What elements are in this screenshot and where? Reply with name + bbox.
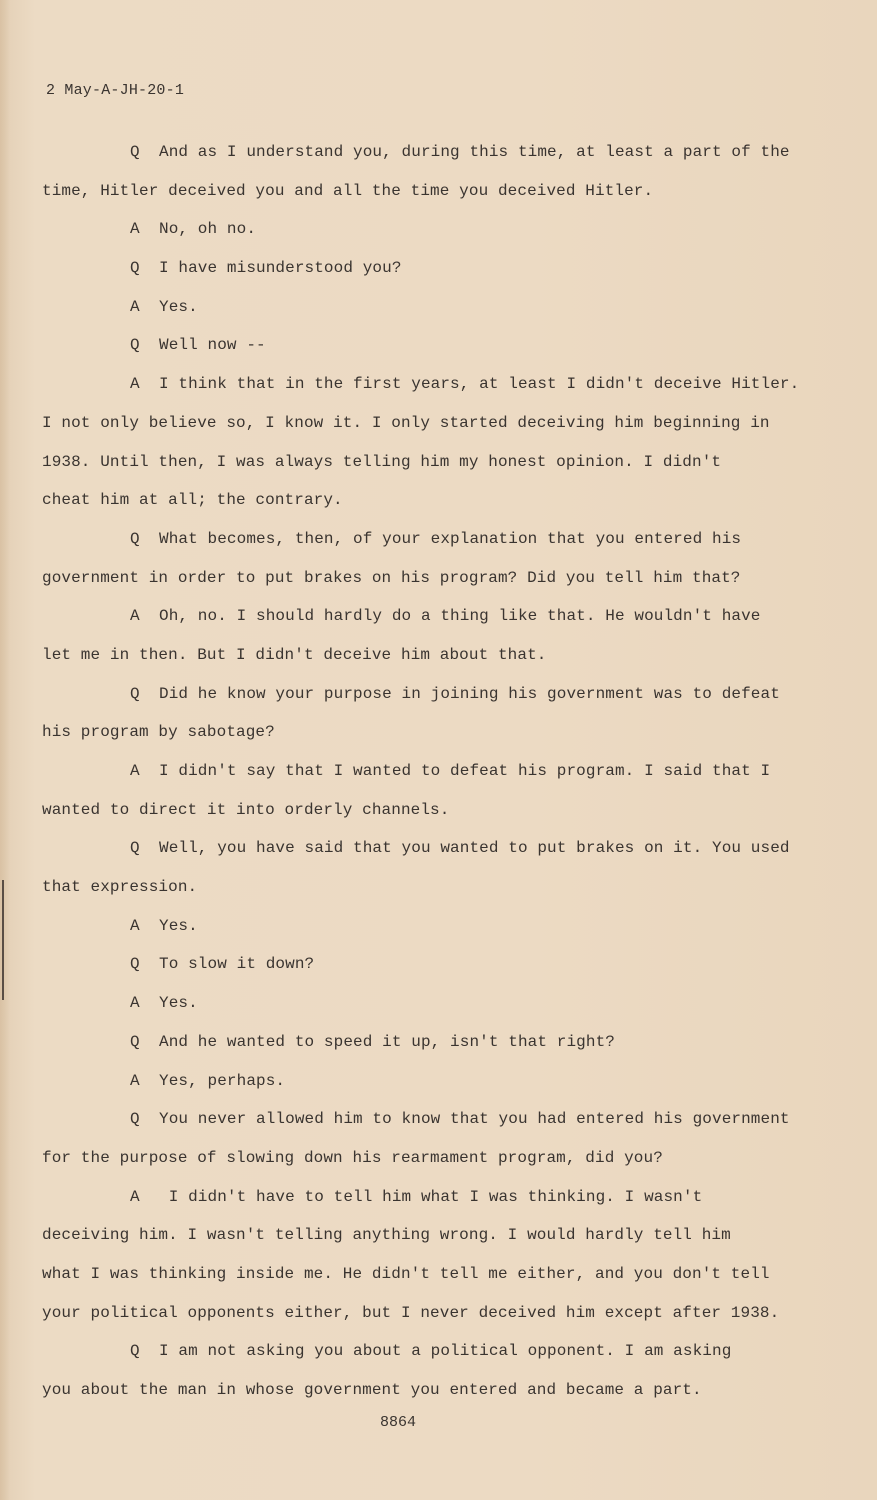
speaker-label: A [130, 297, 140, 316]
line-text: And he wanted to speed it up, isn't that right? [159, 1032, 615, 1051]
speaker-label: Q [130, 1032, 140, 1051]
transcript-line [42, 871, 802, 910]
line-text: I am not asking you about a political opponent. I am asking [159, 1342, 732, 1361]
speaker-label: Q [130, 839, 140, 858]
line-text: you about the man in whose government you entered and became a part. [42, 1381, 702, 1399]
speaker-label: A [130, 220, 140, 239]
document-header: 2 May-A-JH-20-1 [46, 82, 185, 99]
line-text: let me in then. But I didn't deceive him about that. [42, 645, 547, 664]
transcript-line [42, 1258, 802, 1297]
page-number: 8864 [380, 1414, 417, 1431]
speaker-label: Q [130, 529, 140, 548]
line-text: I think that in the first years, at least I didn't deceive Hitler. [159, 375, 800, 394]
transcript-line [42, 1219, 802, 1258]
line-text: wanted to direct it into orderly channels. [42, 800, 450, 819]
line-text: Yes. [159, 916, 198, 935]
line-text: I didn't say that I wanted to defeat his program. I said that I [159, 762, 771, 780]
transcript-line [42, 136, 802, 175]
line-text: I didn't have to tell him what I was thinking. I wasn't [159, 1187, 703, 1206]
transcript-line [42, 175, 802, 214]
transcript-body [42, 136, 802, 1413]
speaker-label: A [130, 916, 140, 935]
line-text: government in order to put brakes on his program? Did you tell him that? [42, 568, 741, 587]
line-text: I have misunderstood you? [159, 259, 402, 278]
line-text: What becomes, then, of your explanation that you entered his [159, 529, 742, 548]
line-text: that expression. [42, 878, 198, 897]
transcript-line [42, 407, 802, 446]
transcript-line [42, 446, 802, 485]
speaker-label: A [130, 762, 140, 780]
line-text: for the purpose of slowing down his rearmament program, did you? [42, 1148, 663, 1167]
speaker-label: Q [130, 1110, 140, 1129]
transcript-line [42, 832, 802, 871]
line-text: your political opponents either, but I never deceived him except after 1938. [42, 1303, 780, 1322]
transcript-line [42, 1103, 802, 1142]
line-text: And as I understand you, during this time, at least a part of the [159, 143, 790, 161]
transcript-line [42, 291, 802, 330]
line-text: cheat him at all; the contrary. [42, 491, 343, 510]
line-text: Did he know your purpose in joining his government was to defeat [159, 684, 780, 703]
line-text: Yes. [159, 994, 198, 1013]
transcript-line [42, 1374, 802, 1413]
transcript-line [42, 252, 802, 291]
transcript-line [42, 794, 802, 833]
transcript-line [42, 948, 802, 987]
speaker-label: A [130, 1187, 140, 1206]
transcript-line [42, 678, 802, 717]
line-text: what I was thinking inside me. He didn't tell me either, and you don't tell [42, 1264, 770, 1283]
line-text: Yes, perhaps. [159, 1071, 286, 1090]
transcript-line [42, 484, 802, 523]
transcript-line [42, 987, 802, 1026]
speaker-label: Q [130, 1342, 140, 1361]
transcript-line [42, 716, 802, 755]
speaker-label: Q [130, 955, 140, 974]
line-text: deceiving him. I wasn't telling anything wrong. I would hardly tell him [42, 1226, 731, 1245]
speaker-label: A [130, 994, 140, 1013]
transcript-line [42, 1181, 802, 1220]
line-text: You never allowed him to know that you had entered his government [159, 1110, 790, 1129]
line-text: 1938. Until then, I was always telling him my honest opinion. I didn't [42, 452, 722, 471]
transcript-line [42, 639, 802, 678]
transcript-line [42, 910, 802, 949]
transcript-line [42, 523, 802, 562]
line-text: Well now -- [159, 336, 266, 355]
transcript-line [42, 1297, 802, 1336]
speaker-label: Q [130, 336, 140, 355]
speaker-label: Q [130, 143, 140, 161]
speaker-label: A [130, 607, 140, 626]
speaker-label: A [130, 375, 140, 394]
transcript-line [42, 562, 802, 601]
transcript-line [42, 755, 802, 794]
line-text: his program by sabotage? [42, 723, 275, 742]
transcript-line [42, 600, 802, 639]
line-text: Oh, no. I should hardly do a thing like that. He wouldn't have [159, 607, 761, 626]
line-text: time, Hitler deceived you and all the time you deceived Hitler. [42, 181, 654, 200]
transcript-line [42, 1335, 802, 1374]
line-text: To slow it down? [159, 955, 315, 974]
transcript-line [42, 329, 802, 368]
paper-edge [0, 0, 10, 1500]
transcript-line [42, 1026, 802, 1065]
speaker-label: Q [130, 259, 140, 278]
speaker-label: A [130, 1071, 140, 1090]
line-text: I not only believe so, I know it. I only started deceiving him beginning in [42, 413, 770, 432]
transcript-line [42, 213, 802, 252]
transcript-line [42, 1065, 802, 1104]
line-text: Yes. [159, 297, 198, 316]
speaker-label: Q [130, 684, 140, 703]
line-text: No, oh no. [159, 220, 257, 239]
line-text: Well, you have said that you wanted to put brakes on it. You used [159, 839, 790, 858]
binding-mark [2, 880, 4, 1000]
transcript-line [42, 368, 802, 407]
transcript-line [42, 1142, 802, 1181]
